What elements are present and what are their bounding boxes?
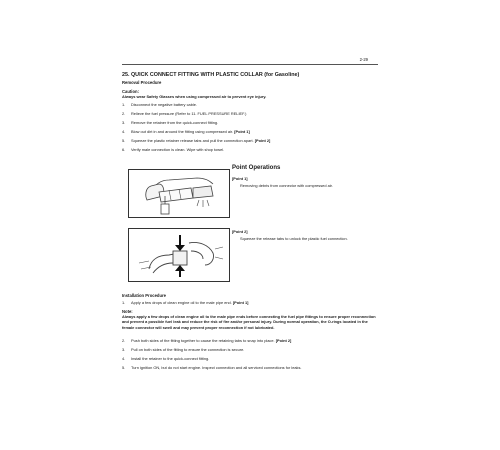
list-item: 6. Verify male connection is clean. Wipe with shop towel.	[122, 147, 225, 152]
squeeze-tabs-illustration	[129, 229, 229, 281]
point1-label: [Point 1]	[232, 176, 248, 181]
list-item: 3. Remove the retainer from the quick-connect fitting.	[122, 120, 219, 125]
list-item: 5. Turn ignition ON, but do not start engine. Inspect connection and all serviced connections for leaks.	[122, 365, 302, 370]
list-item: 2. Push both sides of the fitting together to cause the retaining tabs to snap into place. [Point 2]	[122, 338, 292, 343]
header-rule	[122, 64, 378, 65]
figure-point1	[128, 169, 230, 218]
point-operations-heading: Point Operations	[232, 165, 281, 171]
note-text: Always apply a few drops of clean engine oil to the male pipe ends before connecting the fuel pipe fittings to ensure proper reconnection and prevent a possible fuel leak and reduce the risk of fire and/or personal injury. During normal operation, the O-rings located in the female connector will swell and may prevent proper reconnection if not lubricated.	[122, 314, 376, 330]
point2-description: Squeeze the release tabs to unlock the plastic fuel connection.	[240, 236, 348, 241]
note-label: Note:	[122, 309, 133, 314]
compressed-air-illustration	[129, 170, 229, 217]
list-item: 1. Apply a few drops of clean engine oil to the male pipe end. [Point 1]	[122, 300, 249, 305]
installation-heading: Installation Procedure	[122, 293, 166, 298]
list-item: 2. Relieve the fuel pressure (Refer to 11. FUEL PRESSURE RELIEF.)	[122, 111, 247, 116]
point1-description: Removing debris from connector with compressed air.	[240, 183, 333, 188]
figure-point2	[128, 228, 230, 282]
caution-text: Always wear Safety Glasses when using compressed air to prevent eye injury.	[122, 94, 267, 99]
removal-steps	[122, 100, 382, 154]
caution-label: Caution:	[122, 89, 139, 94]
list-item: 5. Squeeze the plastic retainer release tabs and pull the connection apart. [Point 2]	[122, 138, 271, 143]
list-item: 4. Blow out dirt in and around the fitting using compressed air. [Point 1]	[122, 129, 250, 134]
list-item: 1. Disconnect the negative battery cable.	[122, 102, 197, 107]
list-item: 3. Pull on both sides of the fitting to ensure the connection is secure.	[122, 347, 245, 352]
page-number: 2-29	[359, 57, 368, 62]
installation-step-1	[122, 298, 382, 307]
installation-steps	[122, 336, 382, 372]
list-item: 4. Install the retainer to the quick-connect fitting.	[122, 356, 210, 361]
point2-label: [Point 2]	[232, 229, 248, 234]
section-title: 25. QUICK CONNECT FITTING WITH PLASTIC COLLAR (for Gasoline)	[122, 72, 300, 78]
removal-heading: Removal Procedure	[122, 80, 162, 85]
